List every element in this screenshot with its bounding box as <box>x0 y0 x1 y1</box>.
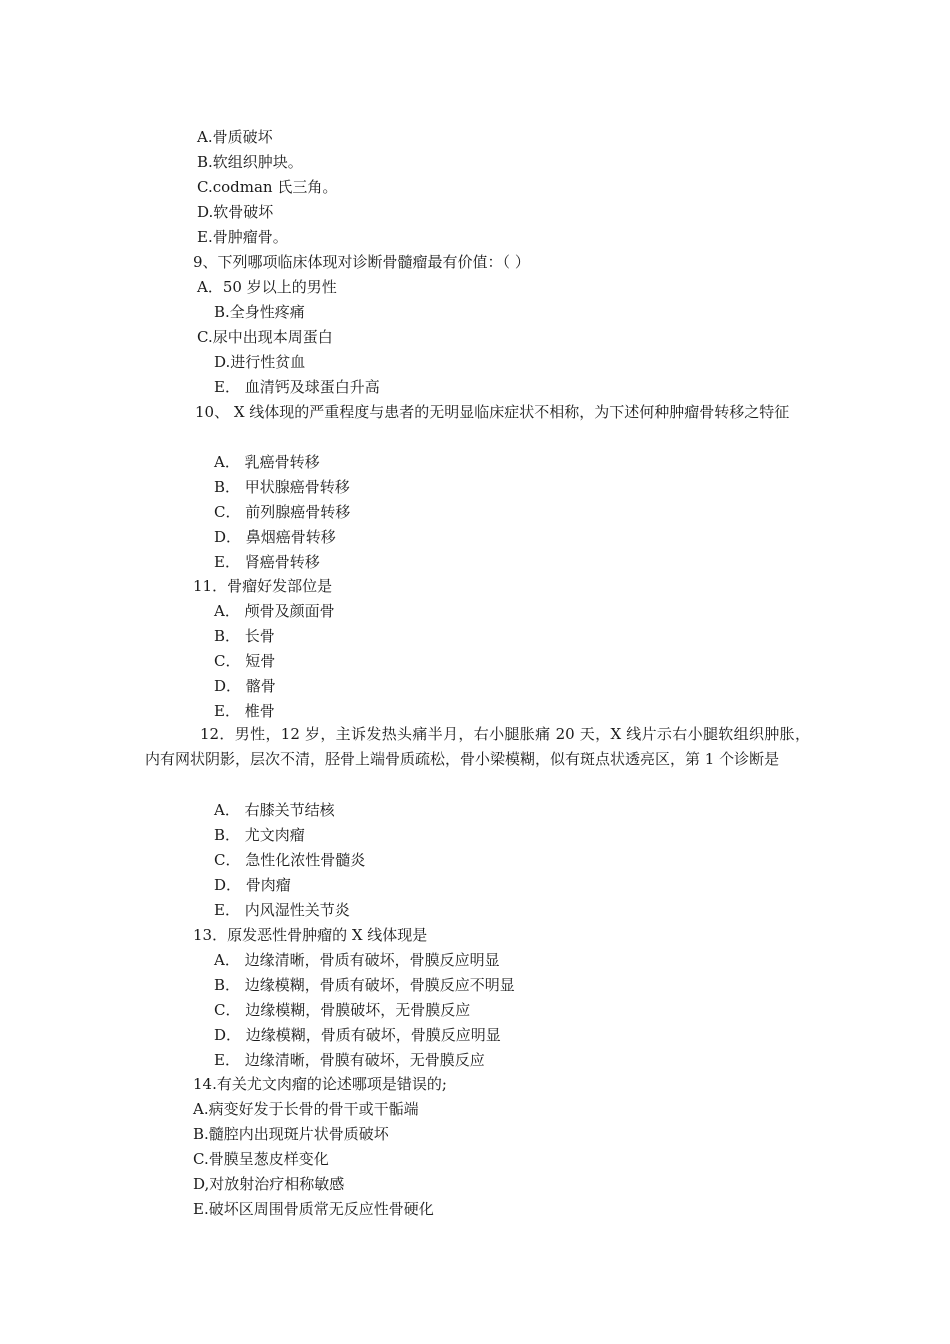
q14-stem: 14.有关尤文肉瘤的论述哪项是错误的; <box>193 1075 447 1093</box>
q14-option-b: B.髓腔内出现斑片状骨质破坏 <box>193 1125 389 1143</box>
q10-option-a: A． 乳癌骨转移 <box>214 453 320 471</box>
q11-option-a: A． 颅骨及颜面骨 <box>214 602 335 620</box>
q12-option-b: B． 尤文肉瘤 <box>214 826 305 844</box>
q13-option-c: C． 边缘模糊，骨膜破坏，无骨膜反应 <box>214 1001 471 1019</box>
q12-option-a: A． 右膝关节结核 <box>214 801 335 819</box>
q14-option-a: A.病变好发于长骨的骨干或干骺端 <box>193 1100 419 1118</box>
q14-option-d: D,对放射治疗相称敏感 <box>193 1175 345 1193</box>
q9-stem: 9、下列哪项临床体现对诊断骨髓瘤最有价值：（ ） <box>193 253 530 271</box>
q8-option-c: C.codman 氏三角。 <box>197 178 338 196</box>
q12-option-c: C． 急性化浓性骨髓炎 <box>214 851 366 869</box>
q11-option-d: D． 髂骨 <box>214 677 276 695</box>
q12-option-d: D． 骨肉瘤 <box>214 876 291 894</box>
q8-option-e: E.骨肿瘤骨。 <box>197 228 288 246</box>
q10-option-b: B． 甲状腺癌骨转移 <box>214 478 350 496</box>
q13-stem: 13．原发恶性骨肿瘤的 X 线体现是 <box>193 926 428 944</box>
q9-option-c: C.尿中出现本周蛋白 <box>197 328 333 346</box>
q11-option-b: B． 长骨 <box>214 627 275 645</box>
q13-option-d: D． 边缘模糊，骨质有破坏，骨膜反应明显 <box>214 1026 501 1044</box>
q12-stem: 12．男性，12 岁，主诉发热头痛半月，右小腿胀痛 20 天，X 线片示右小腿软组织肿胀，内有网状阴影，层次不清，胫骨上端骨质疏松，骨小梁模糊，似有斑点状透亮区，第 1 个诊断是 <box>145 725 810 768</box>
q9-option-d: D.进行性贫血 <box>214 353 306 371</box>
q13-option-e: E． 边缘清晰，骨膜有破坏，无骨膜反应 <box>214 1051 485 1069</box>
q10-option-e: E． 肾癌骨转移 <box>214 553 320 571</box>
q11-option-e: E． 椎骨 <box>214 702 275 720</box>
q14-option-c: C.骨膜呈葱皮样变化 <box>193 1150 329 1168</box>
q11-stem: 11．骨瘤好发部位是 <box>193 577 333 595</box>
q8-option-d: D.软骨破坏 <box>197 203 274 221</box>
q13-option-a: A． 边缘清晰，骨质有破坏，骨膜反应明显 <box>214 951 500 969</box>
q8-option-b: B.软组织肿块。 <box>197 153 303 171</box>
q10-stem: 10、 X 线体现的严重程度与患者的无明显临床症状不相称，为下述何种肿瘤骨转移之特征 <box>195 403 790 421</box>
q13-option-b: B． 边缘模糊，骨质有破坏，骨膜反应不明显 <box>214 976 515 994</box>
q8-option-a: A.骨质破坏 <box>197 128 273 146</box>
q10-option-c: C． 前列腺癌骨转移 <box>214 503 351 521</box>
q9-option-a: A．50 岁以上的男性 <box>197 278 337 296</box>
q12-option-e: E． 内风湿性关节炎 <box>214 901 350 919</box>
q9-option-e: E． 血清钙及球蛋白升高 <box>214 378 380 396</box>
q9-option-b: B.全身性疼痛 <box>214 303 305 321</box>
q11-option-c: C． 短骨 <box>214 652 276 670</box>
q14-option-e: E.破坏区周围骨质常无反应性骨硬化 <box>193 1200 434 1218</box>
q10-option-d: D． 鼻烟癌骨转移 <box>214 528 336 546</box>
